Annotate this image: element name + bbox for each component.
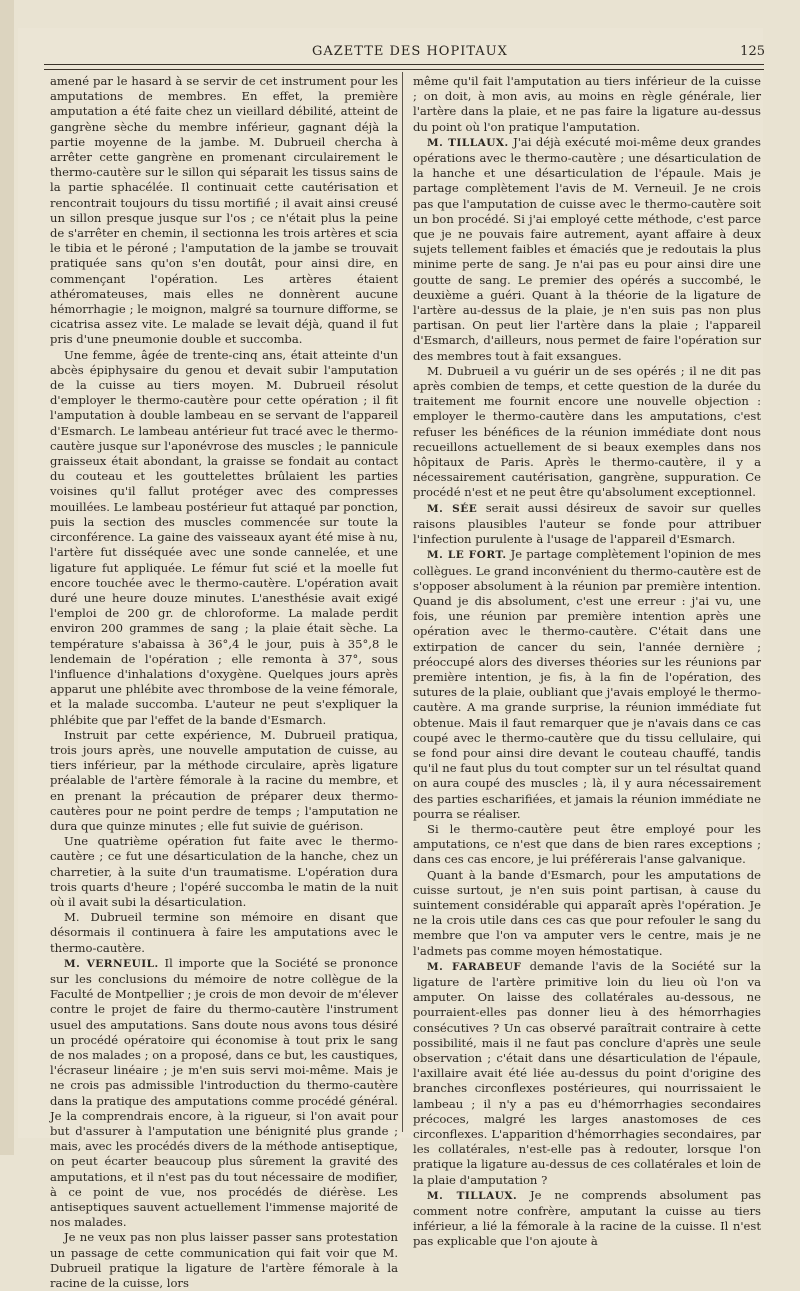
speaker-name: M. LE FORT.: [427, 549, 507, 562]
paragraph: [50, 910, 398, 956]
page-number: 125: [740, 44, 765, 59]
paragraph-text: Je ne comprends absolument pas comment notre confrère, amputant la cuisse au tiers inférieur, a lié la fémorale à la racine de la cuisse. Il n'est pas explicable que l'on ajoute à: [413, 1187, 762, 1249]
paragraph-text: amené par le hasard à se servir de cet instrument pour les amputations de membres. En effet, la première amputation a été faite chez un vieillard débilité, atteint de gangrène sèche du membre inférieur, gagnant déjà la partie moyenne de la jambe. M. Dubrueil chercha à arrêter cette gangrène en promenant circulairement le thermo-cautère sur le sillon qui séparait les tissus sains de la partie sphacélée. Il continuait cette cautérisation et rencontrait toujours du tissu mortifié ; il avait ainsi creusé un sillon presque jusque sur l'os ; ce n'était plus la peine de s'arrêter en chemin, il sectionna les trois artères et scia le tibia et le péroné ; l'amputation de la jambe se trouvait pratiquée sans qu'on s'en doutât, pour ainsi dire, en commençant l'opération. Les artères étaient athéromateuses, mais elles ne donnèrent aucune hémorrhagie ; le moignon, malgré sa tournure difforme, se cicatrisa assez vite. Le malade se levait déjà, quand il fut pris d'une pneumonie double et succomba.: [50, 74, 398, 347]
paragraph-text: M. Dubrueil termine son mémoire en disant que désormais il continuera à faire les amputations avec le thermo-cautère.: [50, 910, 398, 955]
paragraph: [50, 834, 398, 910]
paragraph: [50, 728, 398, 834]
paragraph: [413, 959, 761, 1188]
speaker-name: M. SÉE: [427, 502, 478, 515]
paragraph-text: Il importe que la Société se prononce sur les conclusions du mémoire de notre collègue de la Faculté de Montpellier ; je crois de mon devoir de m'élever contre le projet de faire du thermo-cautère l'instrument usuel des amputations. Sans doute nous avons tous désiré un procédé opératoire qui économise à tout prix le sang de nos malades ; on a proposé, dans ce but, les caustiques, l'écraseur linéaire ; je m'en suis servi moi-même. Mais je ne crois pas admissible l'introduction du thermo-cautère dans la pratique des amputations comme procédé général. Je la comprendrais encore, à la rigueur, si l'on avait pour but d'assurer à l'amputation une bénignité plus grande ; mais, avec les procédés divers de la méthode antiseptique, on peut écarter beaucoup plus sûrement la gravité des amputations, et il n'est pas du tout nécessaire de modifier, à ce point de vue, nos procédés de diérèse. Les antiseptiques sauvent actuellement l'immense majorité de nos malades.: [50, 955, 398, 1230]
paragraph-text: J'ai déjà exécuté moi-même deux grandes opérations avec le thermo-cautère ; une désarticulation de la hanche et une désarticulation de l'épaule. Mais je partage complètement l'avis de M. Verneuil. Je ne crois pas que l'amputation de cuisse avec le thermo-cautère soit un bon procédé. Si j'ai employé cette méthode, c'est parce que je ne pouvais faire autrement, ayant affaire à deux sujets tellement faibles et émaciés que je redoutais la plus minime perte de sang. Je n'ai pas eu pour ainsi dire une goutte de sang. Le premier des opérés a succombé, le deuxième a guéri. Quant à la théorie de la ligature de l'artère au-dessus de la plaie, je n'en suis pas non plus partisan. On peut lier l'artère dans la plaie ; l'appareil d'Esmarch, d'ailleurs, nous permet de faire l'opération sur des membres tout à fait exsangues.: [413, 134, 761, 363]
paragraph: [50, 74, 398, 348]
paragraph-text: Une femme, âgée de trente-cinq ans, était atteinte d'un abcès épiphysaire du genou et devait subir l'amputation de la cuisse au tiers moyen. M. Dubrueil résolut d'employer le thermo-cautère pour cette opération ; il fit l'amputation à double lambeau en se servant de l'appareil d'Esmarch. Le lambeau antérieur fut tracé avec le thermo-cautère jusque sur l'aponévrose des muscles ; le pannicule graisseux était abondant, la graisse se fondait au contact du couteau et les gouttelettes brûlaient les parties voisines qu'il fallut protéger avec des compresses mouillées. Le lambeau postérieur fut attaqué par ponction, puis la section des muscles commencée sur toute la circonférence. La gaine des vaisseaux ayant été mise à nu, l'artère fut disséquée avec une sonde cannelée, et une ligature fut appliquée. Le fémur fut scié et la moelle fut encore touchée avec le thermo-cautère. L'opération avait duré une heure douze minutes. L'anesthésie avait exigé l'emploi de 200 gr. de chloroforme. La malade perdit environ 200 grammes de sang ; la plaie était sèche. La température s'abaissa à 36°,4 le jour, puis à 35°,8 le lendemain de l'opération ; elle remonta à 37°, sous l'influence d'inhalations d'oxygène. Quelques jours après apparut une phlébite avec thrombose de la veine fémorale, et la malade succomba. L'auteur ne peut s'expliquer la phlébite que par l'effet de la bande d'Esmarch.: [50, 347, 398, 727]
paragraph-text: Instruit par cette expérience, M. Dubrueil pratiqua, trois jours après, une nouvelle amputation de cuisse, au tiers inférieur, par la méthode circulaire, après ligature préalable de l'artère fémorale à la racine du membre, et en prenant la précaution de préparer deux thermo-cautères pour ne point perdre de temps ; l'amputation ne dura que quinze minutes ; elle fut suivie de guérison.: [50, 727, 398, 833]
paragraph-text: Une quatrième opération fut faite avec le thermo-cautère ; ce fut une désarticulation de la hanche, chez un charretier, à la suite d'un traumatisme. L'opération dura trois quarts d'heure ; l'opéré succomba le matin de la nuit où il avait subi la désarticulation.: [50, 834, 398, 909]
running-header: [40, 44, 765, 66]
paragraph-text: Quant à la bande d'Esmarch, pour les amputations de cuisse surtout, je n'en suis point partisan, à cause du suintement considérable qui apparaît après l'opération. Je ne la crois utile dans ces cas que pour refouler le sang du membre que l'on va amputer vers le centre, mais je ne l'admets pas comme moyen hémostatique.: [413, 867, 761, 958]
speaker-name: M. TILLAUX.: [427, 1189, 518, 1202]
left-column: [50, 74, 398, 1291]
paragraph: [413, 364, 761, 501]
paragraph: [50, 1230, 398, 1291]
paragraph: [50, 348, 398, 728]
page-binding-edge: [0, 0, 14, 1155]
paragraph: [413, 868, 761, 959]
paragraph-text: M. Dubrueil a vu guérir un de ses opérés ; il ne dit pas après combien de temps, et cette question de la durée du traitement me fournit encore une nouvelle objection : employer le thermo-cautère dans les amputations, c'est refuser les bénéfices de la réunion immédiate dont nous recueillons actuellement de si beaux exemples dans nos hôpitaux de Paris. Après le thermo-cautère, il y a nécessairement cautérisation, gangrène, suppuration. Ce procédé n'est et ne peut être qu'absolument exceptionnel.: [413, 363, 761, 500]
paragraph: [413, 547, 761, 822]
paragraph: [413, 1188, 761, 1250]
paragraph: [413, 822, 761, 868]
speaker-name: M. TILLAUX.: [427, 136, 509, 149]
paragraph-text: Je ne veux pas non plus laisser passer sans protestation un passage de cette communication qui fait voir que M. Dubrueil pratique la ligature de l'artère fémorale à la racine de la cuisse, lors: [50, 1230, 398, 1291]
header-rule: [44, 64, 764, 70]
paragraph: [413, 135, 761, 364]
paragraph-text: demande l'avis de la Société sur la ligature de l'artère primitive loin du lieu où l'on va amputer. On laisse des collatérales au-dessous, ne pourraient-elles pas donner lieu à des hémorrhagies consécutives ? Un cas observé paraîtrait contraire à cette possibilité, mais il ne faut pas conclure d'après une seule observation ; c'était dans une désarticulation de l'épaule, l'axillaire avait été liée au-dessus du point d'origine des branches circonflexes postérieures, qui nourrissaient le lambeau ; il n'y a pas eu d'hémorrhagies secondaires précoces, malgré les larges anastomoses de ces circonflexes. L'apparition d'hémorrhagies secondaires, par les collatérales, n'est-elle pas à redouter, lorsque l'on pratique la ligature au-dessus de ces collatérales et loin de la plaie d'amputation ?: [413, 958, 761, 1187]
right-column: [413, 74, 761, 1250]
column-divider: [402, 72, 403, 1132]
paragraph: [413, 74, 761, 135]
speaker-name: M. FARABEUF: [427, 960, 522, 973]
paragraph-text: même qu'il fait l'amputation au tiers inférieur de la cuisse ; on doit, à mon avis, au moins en règle générale, lier l'artère dans la plaie, et ne pas faire la ligature au-dessus du point où l'on pratique l'amputation.: [413, 74, 761, 134]
journal-title: GAZETTE DES HOPITAUX: [312, 44, 508, 59]
paragraph: [413, 501, 761, 548]
speaker-name: M. VERNEUIL.: [64, 957, 159, 970]
paragraph-text: serait aussi désireux de savoir sur quelles raisons plausibles l'auteur se fonde pour attribuer l'infection purulente à l'usage de l'appareil d'Esmarch.: [413, 500, 761, 547]
paragraph-text: Si le thermo-cautère peut être employé pour les amputations, ce n'est que dans de bien rares exceptions ; dans ces cas encore, je lui préférerais l'anse galvanique.: [413, 821, 761, 867]
paragraph-text: Je partage complètement l'opinion de mes collègues. Le grand inconvénient du thermo-cautère est de s'opposer absolument à la réunion par première intention. Quand je dis absolument, c'est une erreur : j'ai vu, une fois, une réunion par première intention après une opération avec le thermo-cautère. C'était dans une extirpation de cancer du sein, l'année dernière ; préoccupé alors des diverses théories sur les réunions par première intention, je fis, à la fin de l'opération, des sutures de la plaie, oubliant que j'avais employé le thermo-cautère. A ma grande surprise, la réunion immédiate fut obtenue. Mais il faut remarquer que je n'avais dans ce cas coupé avec le thermo-cautère que du tissu cellulaire, qui se fond pour ainsi dire devant le couteau chauffé, tandis qu'il ne faut plus du tout compter sur un tel résultat quand on aura coupé des muscles ; là, il y aura nécessairement des parties escharifiées, et jamais la réunion immédiate ne pourra se réaliser.: [413, 547, 761, 821]
paragraph: [50, 956, 398, 1231]
